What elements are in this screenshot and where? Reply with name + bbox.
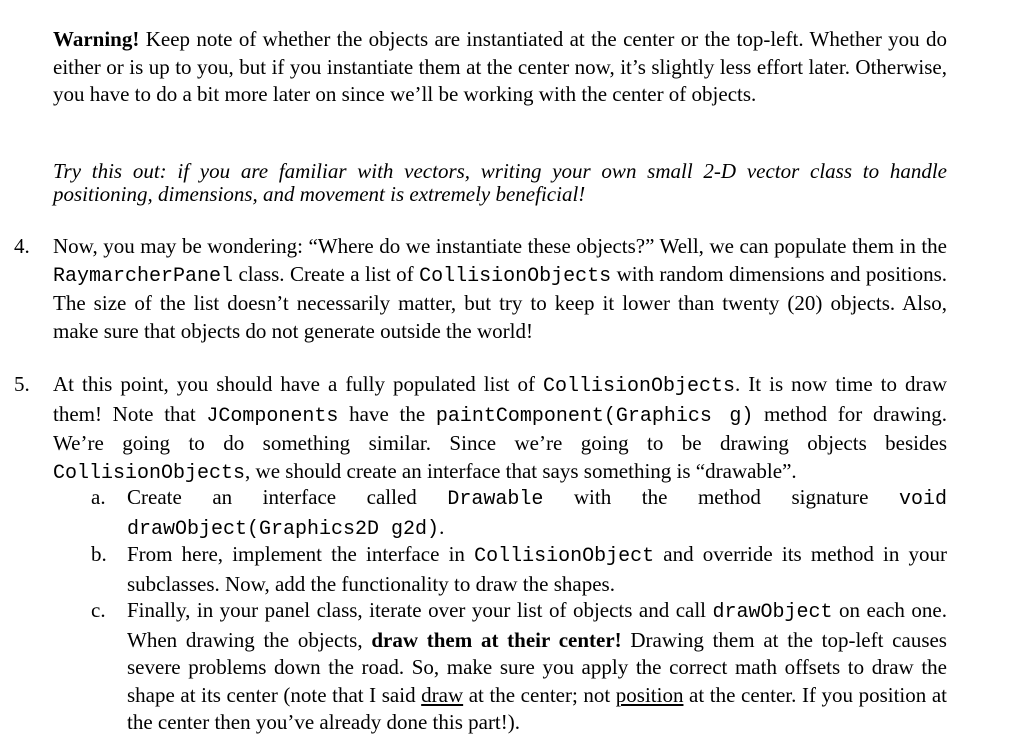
code-collision-objects: CollisionObjects (53, 461, 246, 485)
item-text: Finally, in your panel class, iterate over your list of objects and call (127, 598, 713, 622)
sub-item-letter: c. (91, 598, 106, 622)
code-paint-component: paintComponent(Graphics g) (435, 404, 754, 428)
sub-item-c (91, 597, 947, 737)
item-text: . (439, 514, 445, 539)
item-text: Drawing them at the top-left causes severe problems down the road. So, make sure you apply the correct math offsets to draw the shape at its center (note that I said (127, 627, 947, 707)
list-item-5 (14, 371, 948, 487)
item-text: . It is now time to draw them! Note that (53, 372, 948, 426)
warning-label: Warning! (53, 27, 140, 51)
item-text: Create an interface called (127, 485, 448, 509)
code-collision-objects: CollisionObjects (419, 264, 612, 288)
item-text: at the center. If you position at the center then you’ve already done this part!). (127, 682, 947, 734)
list-item-4 (14, 233, 947, 345)
item-text: and override its method in your subclasses. Now, add the functionality to draw the shapes. (127, 542, 947, 596)
item-text: Now, you may be wondering: “Where do we instantiate these objects?” Well, we can populate them in the (53, 234, 947, 258)
item-text: , we should create an interface that says something is “drawable”. (245, 458, 797, 483)
underlined-draw: draw (421, 682, 464, 707)
tip-paragraph: Try this out: if you are familiar with vectors, writing your own small 2-D vector class to handle positioning, dimensions, and movement is extremely beneficial! (53, 159, 947, 206)
code-collision-object: CollisionObject (474, 545, 655, 568)
item-number: 4. (14, 234, 30, 258)
sub-item-a (91, 484, 947, 543)
code-drawable: Drawable (447, 488, 544, 511)
warning-text: Keep note of whether the objects are instantiated at the center or the top-left. Whether you do either or is up to you, but if you instantiate them at the center now, it’s slightly less effort later. Otherwise, you have to do a bit more later on since we’ll be working with the center of objects. (53, 27, 948, 106)
code-jcomponents: JComponents (206, 404, 339, 428)
code-draw-object: drawObject (712, 601, 833, 624)
sub-item-letter: b. (91, 542, 107, 566)
warning-paragraph (53, 26, 947, 109)
item-text: class. Create a list of (233, 261, 420, 286)
item-number: 5. (14, 372, 30, 396)
sub-item-line (127, 484, 947, 514)
code-raymarcher-panel: RaymarcherPanel (53, 264, 234, 288)
item-text: at the center; not (463, 682, 616, 707)
bold-emphasis: draw them at their center! (371, 627, 622, 652)
item-text: with random dimensions and positions. The size of the list doesn’t necessarily matter, but try to keep it lower than twenty (20) objects. Also, make sure that objects do not generate outside the world! (53, 261, 947, 343)
underlined-position: position (615, 682, 684, 707)
item-text: on each one. When drawing the objects, (127, 598, 947, 652)
item-text: method for drawing. We’re going to do something similar. Since we’re going to be drawing objects besides (53, 401, 948, 455)
item-text: At this point, you should have a fully populated list of (53, 372, 544, 396)
sub-item-b (91, 541, 947, 598)
item-text: have the (338, 401, 436, 426)
code-void: void (898, 488, 947, 511)
code-draw-object-signature: drawObject(Graphics2D g2d) (127, 517, 440, 541)
item-text: From here, implement the interface in (127, 542, 475, 566)
code-collision-objects: CollisionObjects (543, 375, 736, 398)
sub-item-letter: a. (91, 485, 106, 509)
item-text: with the method signature (543, 485, 899, 509)
